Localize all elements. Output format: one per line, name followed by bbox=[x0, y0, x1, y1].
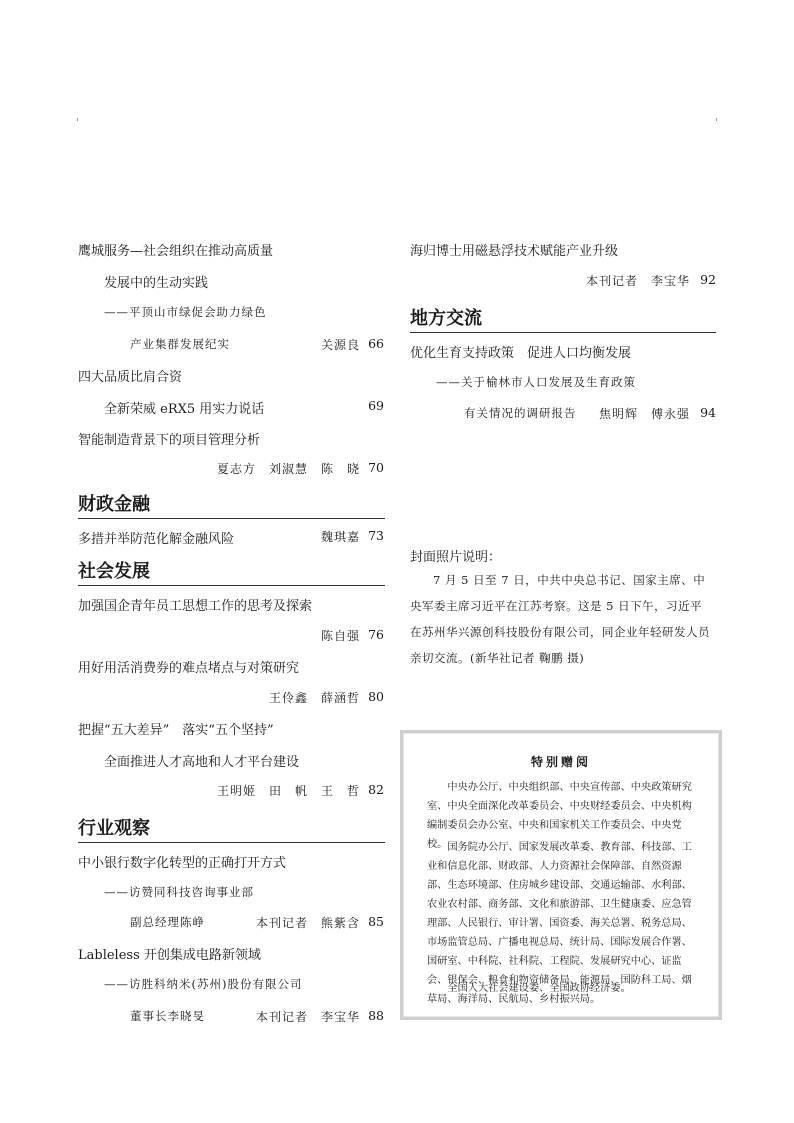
section-heading: 地方交流 bbox=[410, 308, 482, 329]
toc-entry-page: 80 bbox=[368, 689, 384, 704]
toc-entry-subtitle: ——访胜科纳米(苏州)股份有限公司 bbox=[104, 977, 303, 991]
section-rule bbox=[78, 842, 385, 843]
toc-entry-page: 94 bbox=[700, 405, 716, 420]
toc-entry-author: 夏志方 刘淑慧 陈 晓 bbox=[216, 462, 360, 476]
toc-entry-author: 本刊记者 李宝华 bbox=[585, 274, 690, 288]
toc-entry-subtitle-cont: 董事长李晓旻 bbox=[130, 1009, 205, 1023]
toc-entry-title-cont: 发展中的生动实践 bbox=[104, 276, 209, 291]
toc-entry-title[interactable]: 海归博士用磁悬浮技术赋能产业升级 bbox=[410, 244, 619, 259]
toc-entry-author: 陈自强 bbox=[320, 629, 360, 643]
section-heading: 行业观察 bbox=[78, 818, 150, 839]
toc-entry-title[interactable]: 鹰城服务—社会组织在推动高质量 bbox=[78, 244, 274, 259]
toc-entry-title[interactable]: 四大品质比肩合资 bbox=[78, 370, 183, 385]
section-heading: 社会发展 bbox=[78, 561, 150, 582]
section-rule bbox=[78, 585, 385, 586]
toc-entry-title[interactable]: 用好用活消费券的难点堵点与对策研究 bbox=[78, 661, 300, 676]
toc-entry-title[interactable]: 把握“五大差异” 落实“五个坚持” bbox=[78, 723, 274, 738]
toc-entry-author: 焦明辉 傅永强 bbox=[598, 407, 690, 421]
toc-entry-subtitle-cont: 产业集群发展纪实 bbox=[130, 337, 230, 351]
special-distribution-box bbox=[400, 730, 722, 1020]
toc-entry-title[interactable]: 智能制造背景下的项目管理分析 bbox=[78, 433, 261, 448]
toc-entry-title[interactable]: 多措并举防范化解金融风险 bbox=[78, 532, 235, 547]
toc-entry-title[interactable]: 中小银行数字化转型的正确打开方式 bbox=[78, 856, 287, 871]
toc-entry-subtitle-cont: 副总经理陈峥 bbox=[130, 915, 205, 929]
toc-entry-title-cont: 全新荣威 eRX5 用实力说话 bbox=[104, 402, 265, 417]
toc-entry-title[interactable]: 加强国企青年员工思想工作的思考及探索 bbox=[78, 599, 313, 614]
toc-entry-page: 70 bbox=[368, 460, 384, 475]
toc-entry-author: 王伶鑫 薛涵哲 bbox=[268, 691, 360, 705]
cover-caption-text: 7 月 5 日至 7 日，中共中央总书记、国家主席、中央军委主席习近平在江苏考察。这是 5 日下午，习近平在苏州华兴源创科技股份有限公司，同企业年轻研发人员亲切交流。(新华社记者 鞠鹏 摄) bbox=[410, 573, 710, 665]
toc-entry-title-cont: 全面推进人才高地和人才平台建设 bbox=[104, 755, 300, 770]
toc-entry-page: 92 bbox=[700, 272, 716, 287]
toc-entry-author: 关源良 bbox=[320, 338, 360, 352]
box-paragraph-npc: 全国人大社会建设委、全国政协经济委。 bbox=[447, 983, 631, 994]
section-heading: 财政金融 bbox=[78, 494, 150, 515]
box-title: 特别赠阅 bbox=[530, 755, 591, 769]
toc-entry-author: 本刊记者 李宝华 bbox=[255, 1010, 360, 1024]
section-rule bbox=[78, 518, 385, 519]
toc-entry-page: 85 bbox=[368, 914, 384, 929]
crop-mark-left bbox=[77, 118, 78, 121]
toc-entry-subtitle: ——关于榆林市人口发展及生育政策 bbox=[436, 375, 636, 389]
toc-entry-subtitle: ——访赞同科技咨询事业部 bbox=[104, 885, 254, 899]
toc-entry-author: 王明姬 田 帆 王 哲 bbox=[216, 784, 360, 798]
crop-mark-right bbox=[716, 118, 717, 121]
toc-entry-page: 82 bbox=[368, 782, 384, 797]
toc-entry-subtitle-cont: 有关情况的调研报告 bbox=[464, 406, 577, 420]
toc-entry-title[interactable]: 优化生育支持政策 促进人口均衡发展 bbox=[410, 346, 632, 361]
box-paragraph-central: 中央办公厅、中央组织部、中央宣传部、中央政策研究室、中央全面深化改革委员会、中央财经委员会、中央机构编制委员会办公室、中央和国家机关工作委员会、中央党校。 bbox=[427, 782, 692, 850]
toc-entry-page: 73 bbox=[368, 528, 384, 543]
toc-entry-subtitle: ——平顶山市绿促会助力绿色 bbox=[104, 305, 267, 319]
toc-entry-title[interactable]: Lableless 开创集成电路新领域 bbox=[78, 948, 261, 963]
toc-entry-author: 本刊记者 熊紫含 bbox=[255, 916, 360, 930]
section-rule bbox=[410, 332, 716, 333]
toc-entry-page: 69 bbox=[368, 398, 384, 413]
toc-entry-page: 88 bbox=[368, 1008, 384, 1023]
cover-caption-title: 封面照片说明： bbox=[410, 550, 502, 565]
toc-entry-page: 66 bbox=[368, 336, 384, 351]
box-paragraph-state-council: 国务院办公厅、国家发展改革委、教育部、科技部、工业和信息化部、财政部、人力资源社会保障部、自然资源部、生态环境部、住房城乡建设部、交通运输部、水利部、农业农村部、商务部、文化和旅游部、卫生健康委、应急管理部、人民银行、审计署、国资委、海关总署、税务总局、市场监管总局、广播电视总局、统计局、国际发展合作署、国研室、中科院、社科院、工程院、发展研究中心、证监会、银保会、粮食和物资储备局、能源局、国防科工局、烟草局、海洋局、民航局、乡村振兴局。 bbox=[427, 842, 692, 1005]
toc-entry-page: 76 bbox=[368, 627, 384, 642]
toc-entry-author: 魏琪嘉 bbox=[320, 530, 360, 544]
